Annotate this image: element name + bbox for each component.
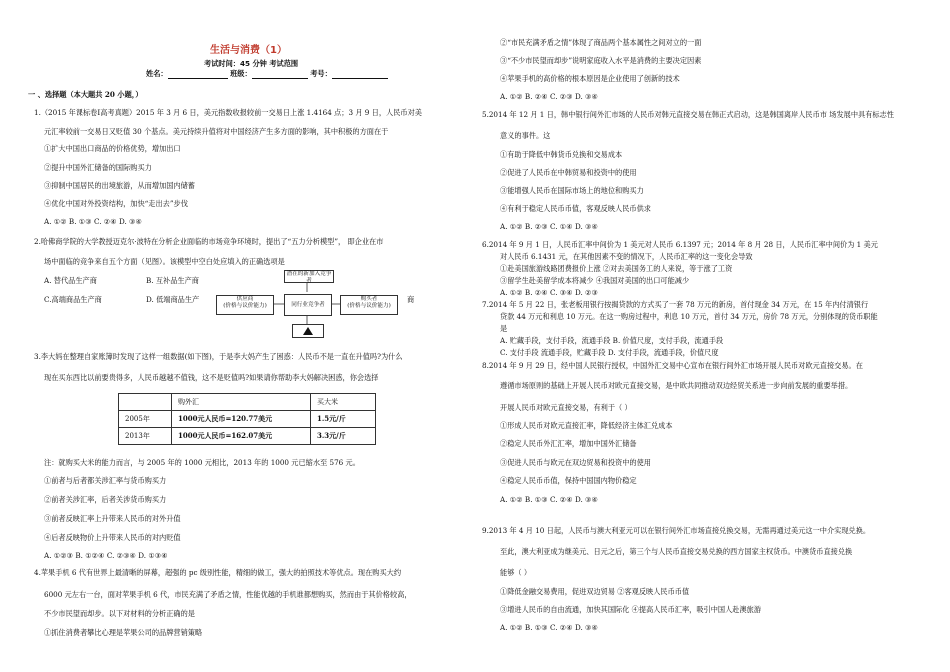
question-text: 意义的事件。这 (500, 131, 551, 140)
question-text: 6000 元左右一台，面对苹果手机 6 代，市民充满了矛盾之情，性能优越的手机谁都想购买，然而由于其价格较高， (44, 590, 412, 599)
buyer-title: 购买者 (360, 296, 378, 302)
left-column (28, 0, 474, 672)
option-text: ①抓住消费者攀比心理是苹果公司的品牌营销策略 (44, 628, 203, 637)
option-text: ④优化中国对外投资结构，加快“走出去”步伐 (44, 199, 188, 208)
option-text: ①有助于降低中韩货币兑换和交易成本 (500, 150, 623, 159)
option-c: C.高端商品生产商 (44, 295, 102, 304)
table-row (119, 411, 376, 428)
option-text: ③“不少市民望而却步”说明家庭收入水平是消费的主要决定因素 (500, 56, 702, 65)
exam-info: 考试时间：45 分钟 考试范围 (204, 59, 299, 68)
right-column (482, 0, 922, 672)
option-text: ①赴美国旅游线路团费报价上涨 ②对去美国务工的人来说，等于涨了工资 (500, 264, 733, 273)
question-text: 是 (500, 324, 508, 333)
option-text: ③增进人民币的自由流通，加快其国际化 ④提高人民币汇率，吸引中国人赴澳旅游 (500, 605, 762, 614)
name-label: 姓名： (146, 69, 168, 78)
diagram-box-industry-rivals: 同行业竞争者 (284, 294, 332, 316)
table-header: 购外汇 (172, 394, 311, 411)
table-header: 买大米 (311, 394, 376, 411)
answer-choices: A. ①② B. ①③ C. ②④ D. ③④ (500, 495, 598, 504)
question-text: 至此，澳大利亚成为继美元、日元之后，第三个与人民币直接交易兑换的西方国家主权货币。中澳货币直接兑换 (500, 547, 853, 556)
table-cell: 3.3元/斤 (311, 428, 376, 445)
question-text: 不少市民望而却步。以下对材料的分析正确的是 (44, 609, 195, 618)
question-text: 8.2014 年 9 月 29 日，经中国人民银行授权，中国外汇交易中心宣布在银行间外汇市场开展人民币对欧元直接交易。在 (482, 361, 863, 370)
question-text: 贷款 44 万元和利息 10 万元。在这一购房过程中，利息 10 万元，首付 34 万元，房价 78 万元，分别体现的货币职能 (500, 312, 878, 321)
name-blank[interactable] (168, 70, 228, 79)
option-text: ①降低金融交易费用，促进双边贸易 ②客观反映人民币币值 (500, 587, 690, 596)
option-a: A. 替代品生产商 (44, 276, 97, 285)
question-text: 遵循市场原则的基础上开展人民币对欧元直接交易，是中欧共同推动双边经贸关系进一步向前发展的重要举措。 (500, 381, 853, 390)
option-text: ②提升中国外汇储备的国际购买力 (44, 163, 152, 172)
table-header (119, 394, 172, 411)
answer-choices: A. ①② B. ②④ C. ②③ D. ③④ (500, 92, 598, 101)
answer-choices: A. ①② B. ①③ C. ②④ D. ③④ (44, 217, 142, 226)
answer-choices: A. ①② B. ②④ C. ③④ D. ②③ (500, 288, 598, 297)
option-text: ④有利于稳定人民币币值，客观反映人民币供求 (500, 204, 651, 213)
option-d: D. 低端商品生产 (146, 295, 200, 304)
option-text: ①前者与后者都关涉汇率与货币购买力 (44, 476, 167, 485)
table-note: 注：就购买大米的能力而言，与 2005 年的 1000 元相比，2013 年的 1000 元已缩水至 576 元。 (44, 458, 360, 467)
option-text: ②“市民充满矛盾之情”体现了商品两个基本属性之间对立的一面 (500, 38, 702, 47)
table-cell: 2005年 (119, 411, 172, 428)
option-text: ③留学生赴美留学成本将减少 ④我国对美国的出口可能减少 (500, 276, 690, 285)
table-row (119, 428, 376, 445)
option-text: ④稳定人民币币值，保持中国国内物价稳定 (500, 476, 637, 485)
option-b: B. 互补品生产商 (146, 276, 199, 285)
triangle-icon (293, 325, 323, 337)
question-text: 开展人民币对欧元直接交易，有利于（ ） (500, 403, 632, 412)
option-d-tail: 商 (407, 295, 415, 304)
question-text: 现在买东西比以前要贵得多，人民币越越不值钱，这不是贬值吗?如果请你帮助李大妈解决困惑，你会选择 (44, 373, 379, 382)
question-text: 对人民币 6.1431 元，在其他因素不变的情况下，人民币汇率的这一变化会导致 (500, 252, 753, 261)
question-text: 7.2014 年 5 月 22 日，张老板用银行按揭贷款的方式买了一套 78 万元的新房，首付现金 34 万元，在 15 年内付清银行 (482, 300, 869, 309)
five-forces-diagram (212, 268, 402, 338)
supplier-title: 供应商 (236, 296, 254, 302)
class-label: 班级： (230, 69, 252, 78)
diagram-box-blank (292, 324, 324, 338)
diagram-box-buyers (340, 295, 398, 315)
buyer-sub: (价格与议价能力) (347, 302, 391, 309)
table-cell: 1.5元/斤 (311, 411, 376, 428)
option-text: ③促进人民币与欧元在双边贸易和投资中的使用 (500, 458, 651, 467)
answer-choices: A. ①② B. ①③ C. ②④ D. ③④ (500, 623, 598, 632)
question-text: 2.哈佛商学院的大学教授迈克尔·波特在分析企业面临的市场竞争环境时，提出了“五力分析模型”， 即企业在市 (34, 237, 384, 246)
option-text: ③前者反映汇率上升带来人民币的对外升值 (44, 514, 181, 523)
question-text: 6.2014 年 9 月 1 日，人民币汇率中间价为 1 美元对人民币 6.1397 元；2014 年 8 月 28 日，人民币汇率中间价为 1 美元 (482, 240, 878, 249)
option-text: ②前者关涉汇率，后者关涉货币购买力 (44, 495, 167, 504)
table-cell: 1000元人民币=120.77美元 (172, 411, 311, 428)
diagram-box-new-entrants: 潜在的新加入竞争者 (284, 270, 334, 283)
question-text: 元汇率较前一交易日又贬值 30 个基点。美元持续升值将对中国经济产生多方面的影响，其中积极的方面在于 (44, 127, 389, 136)
answer-choices: A. ①②③ B. ①②④ C. ②③④ D. ①③④ (44, 551, 168, 560)
option-text: ①形成人民币对欧元直接汇率，降低经济主体汇兑成本 (500, 421, 673, 430)
section-heading: 一 、选择题（本大题共 20 小题，） (28, 90, 143, 99)
option-text: ③能增强人民币在国际市场上的地位和购买力 (500, 186, 644, 195)
student-info-line (146, 69, 388, 79)
answer-choices: A. 贮藏手段，支付手段，流通手段 B. 价值尺度，支付手段，流通手段 (500, 336, 724, 345)
option-text: ④苹果手机的高价格的根本原因是企业使用了创新的技术 (500, 74, 680, 83)
data-table (118, 393, 376, 445)
answer-choices: A. ①② B. ②③ C. ①④ D. ③④ (500, 222, 598, 231)
id-blank[interactable] (332, 70, 388, 79)
question-text: 3.李大妈在整理自家账簿时发现了这样一组数据(如下图)，于是李大妈产生了困惑：人民币不是一直在升值吗?为什么 (34, 352, 403, 361)
option-text: ③抑制中国居民的出境旅游，从而增加国内储蓄 (44, 181, 195, 190)
diagram-box-suppliers (216, 295, 274, 315)
question-text: 9.2013 年 4 月 10 日起，人民币与澳大利亚元可以在银行间外汇市场直接兑换交易，无需再通过美元这一中介实现兑换。 (482, 526, 871, 535)
question-text: 能够（ ） (500, 568, 532, 577)
answer-choices: C. 支付手段 流通手段，贮藏手段 D. 支付手段，流通手段，价值尺度 (500, 348, 719, 357)
class-blank[interactable] (252, 70, 308, 79)
supplier-sub: (价格与议价能力) (223, 302, 267, 309)
table-cell: 1000元人民币=162.07美元 (172, 428, 311, 445)
option-text: ②促进了人民币在中韩贸易和投资中的使用 (500, 168, 637, 177)
table-cell: 2013年 (119, 428, 172, 445)
option-text: ①扩大中国出口商品的价格优势，增加出口 (44, 144, 181, 153)
table-header-row (119, 394, 376, 411)
question-text: 1.（2015 年课标卷Ⅰ高考真题）2015 年 3 月 6 日，美元指数收报较前一交易日上涨 1.4164 点；3 月 9 日，人民币对美 (34, 108, 422, 117)
id-label: 考号： (310, 69, 332, 78)
option-text: ②稳定人民币外汇汇率，增加中国外汇储备 (500, 439, 637, 448)
question-text: 场中面临的竞争来自五个方面（见图）。该模型中空白处应填入的正确选项是 (44, 257, 285, 266)
question-text: 4.苹果手机 6 代有世界上最清晰的屏幕，超强的 pc 级别性能，精细的做工，强大的拍照技术等优点。现在购买大约 (34, 568, 402, 577)
page-title: 生活与消费（1） (210, 45, 287, 56)
option-text: ④后者反映物价上升带来人民币的对内贬值 (44, 533, 181, 542)
question-text: 5.2014 年 12 月 1 日，韩中银行间外汇市场的人民币对韩元直接交易在韩正式启动，这是韩国离岸人民币市 场发展中具有标志性 (482, 110, 894, 119)
